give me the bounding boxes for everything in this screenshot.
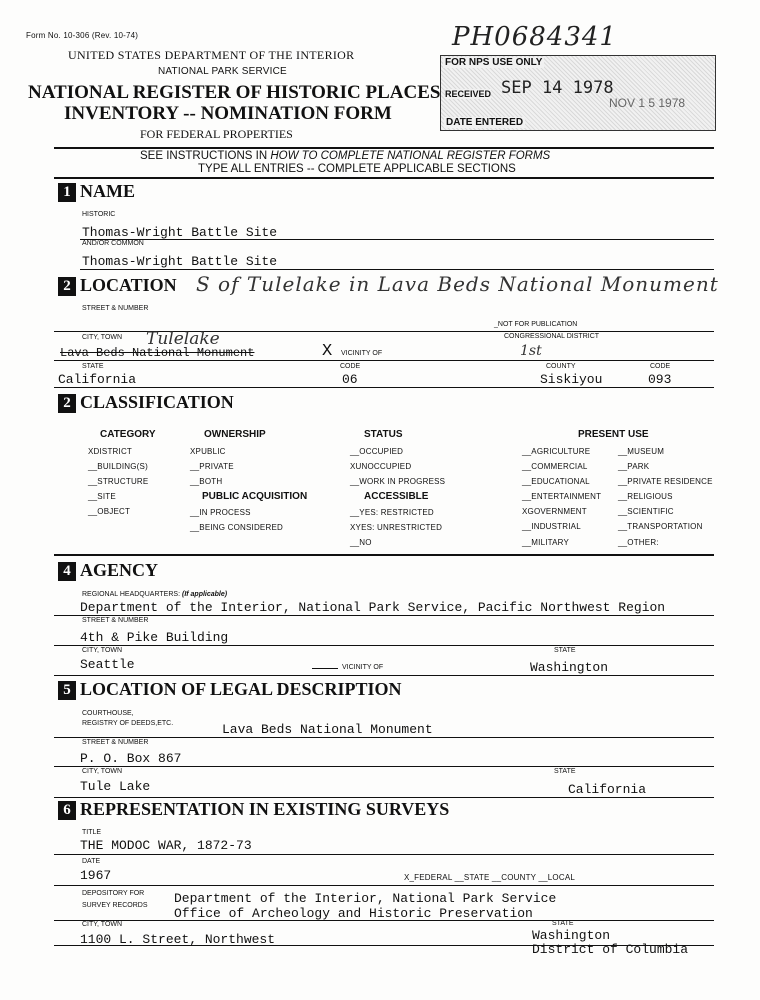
courthouse-value: Lava Beds National Monument (222, 722, 433, 737)
instructions-line2: TYPE ALL ENTRIES -- COMPLETE APPLICABLE SECTIONS (198, 163, 516, 175)
accessible-item: __NO (350, 538, 372, 547)
section-2-title: LOCATION (80, 275, 177, 295)
classification-divider (54, 554, 714, 556)
present-use-header: PRESENT USE (578, 429, 649, 440)
survey-records-label: SURVEY RECORDS (82, 902, 148, 909)
category-header: CATEGORY (100, 429, 156, 440)
depository-label: DEPOSITORY FOR (82, 890, 145, 897)
present-use-item: __AGRICULTURE (522, 447, 591, 456)
date-entered-label: DATE ENTERED (446, 117, 524, 128)
acquisition-item: __BEING CONSIDERED (190, 523, 283, 532)
agency-street-label: STREET & NUMBER (82, 617, 149, 624)
legal-street-rule (54, 766, 714, 767)
nps-use-label: FOR NPS USE ONLY (445, 57, 543, 68)
instructions-prefix: SEE INSTRUCTIONS IN (140, 150, 271, 162)
legal-state-label: STATE (554, 768, 576, 775)
vicinity-mark: X (322, 342, 333, 361)
instructions-line1 (140, 150, 550, 162)
category-item: __SITE (88, 492, 116, 501)
county-label: COUNTY (546, 363, 576, 370)
regional-hq-label-text: REGIONAL HEADQUARTERS: (82, 591, 181, 598)
state-code-value: 06 (342, 372, 358, 387)
depository-line1: Department of the Interior, National Park Service (174, 891, 557, 906)
survey-city-label: CITY, TOWN (82, 921, 123, 928)
survey-levels: X_FEDERAL __STATE __COUNTY __LOCAL (404, 873, 576, 882)
present-use-item: __TRANSPORTATION (618, 522, 703, 531)
section-5-title: LOCATION OF LEGAL DESCRIPTION (80, 679, 402, 699)
form-subtitle: FOR FEDERAL PROPERTIES (140, 127, 293, 141)
legal-state-value: California (568, 782, 647, 797)
present-use-item: XGOVERNMENT (522, 507, 587, 516)
legal-street-label: STREET & NUMBER (82, 739, 149, 746)
present-use-item: __COMMERCIAL (522, 462, 588, 471)
section-3-title: CLASSIFICATION (80, 392, 234, 412)
county-code-label: CODE (650, 363, 671, 370)
agency-state-value: Washington (530, 660, 609, 675)
survey-city-rule (54, 945, 714, 946)
agency-hq-rule (54, 615, 714, 616)
category-item: __OBJECT (88, 507, 131, 516)
survey-state-line1: Washington (532, 928, 611, 943)
location-city-rule (54, 360, 714, 361)
present-use-item: __EDUCATIONAL (522, 477, 590, 486)
agency-street-value: 4th & Pike Building (80, 630, 229, 645)
ownership-item: __PRIVATE (190, 462, 234, 471)
survey-title-label: TITLE (82, 829, 102, 836)
common-name: Thomas-Wright Battle Site (82, 254, 278, 269)
section-6-title: REPRESENTATION IN EXISTING SURVEYS (80, 799, 450, 819)
section-5-number: 5 (58, 681, 76, 700)
regional-hq-value: Department of the Interior, National Park Service, Pacific Northwest Region (80, 600, 666, 615)
agency-state-label: STATE (554, 647, 576, 654)
regional-hq-label (82, 591, 227, 598)
ownership-header: OWNERSHIP (204, 429, 266, 440)
date-entered-stamp: NOV 1 5 1978 (609, 96, 686, 110)
form-title-line1: NATIONAL REGISTER OF HISTORIC PLACES (28, 82, 441, 103)
congressional-value: 1st (520, 343, 542, 359)
category-item: __STRUCTURE (88, 477, 149, 486)
section-4-number: 4 (58, 562, 76, 581)
county-value: Siskiyou (540, 372, 603, 387)
status-item: __OCCUPIED (350, 447, 404, 456)
depository-rule (54, 920, 714, 921)
agency-city-value: Seattle (80, 657, 135, 672)
present-use-item: __OTHER: (618, 538, 659, 547)
status-header: STATUS (364, 429, 403, 440)
historic-label: HISTORIC (82, 211, 116, 218)
ownership-item: __BOTH (190, 477, 223, 486)
present-use-item: __MILITARY (522, 538, 570, 547)
historic-rule (80, 239, 714, 240)
accessible-header: ACCESSIBLE (364, 491, 429, 502)
state-label: STATE (82, 363, 104, 370)
legal-city-rule (54, 797, 714, 798)
service-line: NATIONAL PARK SERVICE (158, 66, 287, 77)
form-title-line2: INVENTORY -- NOMINATION FORM (64, 103, 392, 124)
agency-city-label: CITY, TOWN (82, 647, 123, 654)
present-use-item: __SCIENTIFIC (618, 507, 674, 516)
ownership-item: XPUBLIC (190, 447, 226, 456)
location-state-rule (54, 387, 714, 388)
present-use-item: __INDUSTRIAL (522, 522, 581, 531)
congressional-label: CONGRESSIONAL DISTRICT (504, 333, 600, 340)
state-value: California (58, 372, 137, 387)
section-2-number: 2 (58, 277, 76, 296)
agency-street-rule (54, 645, 714, 646)
legal-city-value: Tule Lake (80, 779, 151, 794)
accessible-item: __YES: RESTRICTED (350, 508, 434, 517)
state-code-label: CODE (340, 363, 361, 370)
depository-line2: Office of Archeology and Historic Preservation (174, 906, 533, 921)
instructions-book-title: HOW TO COMPLETE NATIONAL REGISTER FORMS (270, 150, 551, 162)
received-label: RECEIVED (445, 89, 492, 99)
section-3-number: 2 (58, 394, 76, 413)
survey-state-line2: District of Columbia (532, 942, 689, 957)
historic-name: Thomas-Wright Battle Site (82, 225, 278, 240)
city-typed-struck: Lava Beds National Monument (60, 346, 255, 360)
section-6-number: 6 (58, 801, 76, 820)
agency-vicinity-label: VICINITY OF (342, 664, 384, 671)
courthouse-rule (54, 737, 714, 738)
category-item: __BUILDING(S) (88, 462, 148, 471)
registry-label: REGISTRY OF DEEDS,ETC. (82, 720, 174, 727)
status-item: XUNOCCUPIED (350, 462, 412, 471)
acquisition-item: __IN PROCESS (190, 508, 251, 517)
section-1-number: 1 (58, 183, 76, 202)
header-divider (54, 147, 714, 149)
city-handwritten: Tulelake (146, 329, 220, 349)
regional-hq-label-note: (If applicable) (181, 591, 228, 598)
common-rule (80, 269, 714, 270)
nps-use-box (440, 55, 716, 131)
location-handwritten-note: S of Tulelake in Lava Beds National Monument (196, 272, 719, 296)
status-item: __WORK IN PROGRESS (350, 477, 446, 486)
county-code-value: 093 (648, 372, 672, 387)
location-city-label: CITY, TOWN (82, 334, 123, 341)
acquisition-header: PUBLIC ACQUISITION (202, 491, 308, 502)
present-use-item: __PRIVATE RESIDENCE (618, 477, 713, 486)
location-vicinity-label: VICINITY OF (341, 350, 383, 357)
agency-city-rule (54, 675, 714, 676)
common-label: AND/OR COMMON (82, 240, 144, 247)
legal-street-value: P. O. Box 867 (80, 751, 182, 766)
present-use-item: __MUSEUM (618, 447, 665, 456)
instructions-divider (54, 177, 714, 179)
present-use-item: __ENTERTAINMENT (522, 492, 602, 501)
handwritten-id: PH0684341 (452, 22, 617, 52)
survey-date-value: 1967 (80, 868, 112, 883)
not-for-publication: _NOT FOR PUBLICATION (494, 321, 578, 328)
survey-city-value: 1100 L. Street, Northwest (80, 932, 276, 947)
category-item: XDISTRICT (88, 447, 133, 456)
survey-state-label: STATE (552, 920, 574, 927)
courthouse-label: COURTHOUSE, (82, 710, 134, 717)
survey-title-rule (54, 854, 714, 855)
survey-title-value: THE MODOC WAR, 1872-73 (80, 838, 252, 853)
present-use-item: __RELIGIOUS (618, 492, 673, 501)
legal-city-label: CITY, TOWN (82, 768, 123, 775)
form-number: Form No. 10-306 (Rev. 10-74) (26, 31, 139, 40)
survey-date-label: DATE (82, 858, 101, 865)
survey-date-rule (54, 885, 714, 886)
received-stamp: SEP 14 1978 (501, 78, 614, 98)
accessible-item: XYES: UNRESTRICTED (350, 523, 443, 532)
location-street-label: STREET & NUMBER (82, 305, 149, 312)
agency-vicinity-blank (312, 668, 338, 669)
section-1-title: NAME (80, 181, 135, 201)
section-4-title: AGENCY (80, 560, 159, 580)
agency-line: UNITED STATES DEPARTMENT OF THE INTERIOR (68, 48, 355, 62)
present-use-item: __PARK (618, 462, 650, 471)
